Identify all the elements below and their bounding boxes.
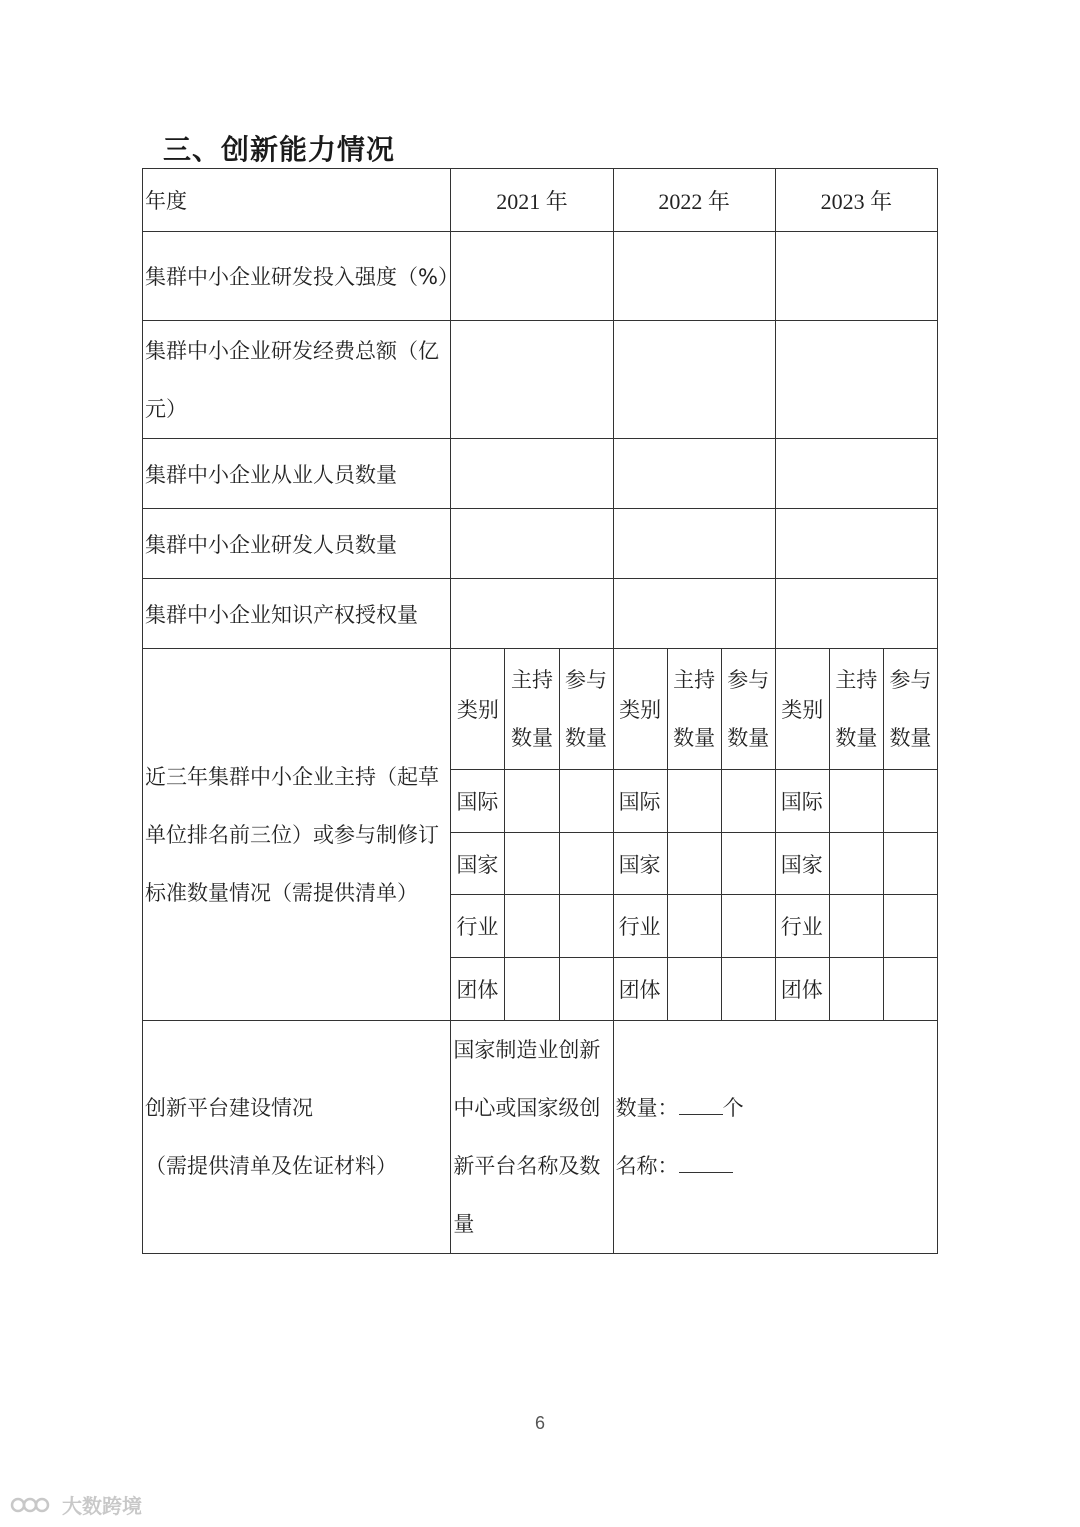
col-header-line: 数量	[673, 726, 716, 750]
category-label: 团体	[775, 958, 829, 1021]
col-header-host-count	[829, 649, 883, 770]
category-label: 行业	[451, 895, 505, 958]
input-cell-2021[interactable]	[451, 509, 613, 579]
input-cell[interactable]	[829, 958, 883, 1021]
row-label-ip-grants: 集群中小企业知识产权授权量	[143, 579, 451, 649]
row-label-rd-intensity: 集群中小企业研发投入强度（%）	[143, 232, 451, 321]
col-header-line: 数量	[889, 726, 932, 750]
input-cell[interactable]	[505, 770, 559, 833]
platform-name-line	[616, 1137, 937, 1195]
input-cell[interactable]	[883, 895, 937, 958]
category-label: 国家	[451, 833, 505, 895]
input-cell[interactable]	[505, 895, 559, 958]
col-header-category: 类别	[451, 649, 505, 770]
row-label-line: 创新平台建设情况	[145, 1096, 313, 1120]
input-cell[interactable]	[559, 895, 613, 958]
category-label: 国际	[613, 770, 667, 833]
input-cell-2023[interactable]	[775, 321, 937, 439]
standards-header-row	[143, 649, 938, 770]
input-cell[interactable]	[667, 770, 721, 833]
year-label: 年度	[143, 169, 451, 232]
row-label-line: 单位排名前三位）或参与制修订	[145, 822, 439, 847]
col-header-line: 参与	[565, 668, 608, 692]
table-row	[143, 321, 938, 439]
category-label: 团体	[451, 958, 505, 1021]
category-label: 行业	[613, 895, 667, 958]
category-label: 国际	[451, 770, 505, 833]
table-row	[143, 439, 938, 509]
platform-desc-line: 新平台名称及数	[453, 1154, 601, 1178]
col-header-line: 主持	[673, 668, 716, 692]
row-label-line: 近三年集群中小企业主持（起草	[145, 764, 439, 789]
input-cell[interactable]	[667, 958, 721, 1021]
platform-count-line	[616, 1079, 937, 1137]
col-header-line: 参与	[889, 668, 932, 692]
innovation-capacity-table	[142, 168, 938, 1254]
input-cell-2022[interactable]	[613, 232, 775, 321]
input-cell-2022[interactable]	[613, 439, 775, 509]
input-cell-2023[interactable]	[775, 232, 937, 321]
input-cell[interactable]	[829, 895, 883, 958]
table-row	[143, 509, 938, 579]
row-label-line: 元）	[145, 396, 187, 421]
table-row	[143, 232, 938, 321]
platform-fill-area	[613, 1021, 937, 1254]
col-header-category: 类别	[775, 649, 829, 770]
input-cell-2022[interactable]	[613, 579, 775, 649]
year-2022: 2022 年	[613, 169, 775, 232]
row-label-standards	[143, 649, 451, 1021]
input-cell-2021[interactable]	[451, 579, 613, 649]
category-label: 国家	[613, 833, 667, 895]
watermark-text: 大数跨境	[62, 1494, 142, 1518]
count-label: 数量：	[615, 1096, 679, 1120]
col-header-line: 主持	[510, 668, 553, 692]
input-cell[interactable]	[667, 895, 721, 958]
watermark	[10, 1490, 142, 1519]
row-label-employees: 集群中小企业从业人员数量	[143, 439, 451, 509]
row-label-line: 集群中小企业研发经费总额（亿	[145, 338, 439, 363]
input-cell[interactable]	[505, 958, 559, 1021]
count-unit: 个	[722, 1096, 744, 1120]
input-cell[interactable]	[829, 833, 883, 895]
input-cell[interactable]	[721, 833, 775, 895]
col-header-line: 参与	[727, 668, 770, 692]
col-header-category: 类别	[613, 649, 667, 770]
input-cell[interactable]	[667, 833, 721, 895]
year-header-row	[143, 169, 938, 232]
input-cell[interactable]	[721, 895, 775, 958]
input-cell-2021[interactable]	[451, 321, 613, 439]
name-blank-field[interactable]	[679, 1154, 733, 1173]
input-cell-2022[interactable]	[613, 509, 775, 579]
section-heading: 三、创新能力情况	[163, 133, 396, 166]
row-label-rd-funding	[143, 321, 451, 439]
page-number: 6	[534, 1413, 545, 1433]
col-header-participate-count	[559, 649, 613, 770]
col-header-host-count	[667, 649, 721, 770]
category-label: 国家	[775, 833, 829, 895]
category-label: 国际	[775, 770, 829, 833]
year-2023: 2023 年	[775, 169, 937, 232]
col-header-participate-count	[721, 649, 775, 770]
input-cell[interactable]	[721, 958, 775, 1021]
platform-desc-line: 量	[453, 1212, 475, 1236]
platform-description	[451, 1021, 613, 1254]
input-cell-2023[interactable]	[775, 509, 937, 579]
platform-desc-line: 中心或国家级创	[453, 1096, 601, 1120]
col-header-line: 数量	[727, 726, 770, 750]
input-cell[interactable]	[883, 833, 937, 895]
name-label: 名称：	[615, 1154, 679, 1178]
input-cell-2021[interactable]	[451, 439, 613, 509]
col-header-line: 主持	[835, 668, 878, 692]
col-header-host-count	[505, 649, 559, 770]
platform-desc-line: 国家制造业创新	[453, 1038, 601, 1062]
input-cell[interactable]	[505, 833, 559, 895]
input-cell[interactable]	[829, 770, 883, 833]
input-cell[interactable]	[559, 770, 613, 833]
row-label-line: 标准数量情况（需提供清单）	[145, 880, 418, 905]
table-row	[143, 579, 938, 649]
input-cell-2022[interactable]	[613, 321, 775, 439]
col-header-participate-count	[883, 649, 937, 770]
input-cell[interactable]	[721, 770, 775, 833]
row-label-platform	[143, 1021, 451, 1254]
col-header-line: 数量	[835, 726, 878, 750]
input-cell-2021[interactable]	[451, 232, 613, 321]
row-label-line: （需提供清单及佐证材料）	[145, 1154, 397, 1178]
platform-row	[143, 1021, 938, 1254]
input-cell[interactable]	[883, 958, 937, 1021]
input-cell[interactable]	[559, 958, 613, 1021]
input-cell-2023[interactable]	[775, 439, 937, 509]
col-header-line: 数量	[510, 726, 553, 750]
count-blank-field[interactable]	[679, 1096, 723, 1115]
input-cell-2023[interactable]	[775, 579, 937, 649]
watermark-logo-icon	[10, 1494, 56, 1516]
year-2021: 2021 年	[451, 169, 613, 232]
category-label: 团体	[613, 958, 667, 1021]
input-cell[interactable]	[559, 833, 613, 895]
col-header-line: 数量	[565, 726, 608, 750]
input-cell[interactable]	[883, 770, 937, 833]
row-label-rd-staff: 集群中小企业研发人员数量	[143, 509, 451, 579]
category-label: 行业	[775, 895, 829, 958]
